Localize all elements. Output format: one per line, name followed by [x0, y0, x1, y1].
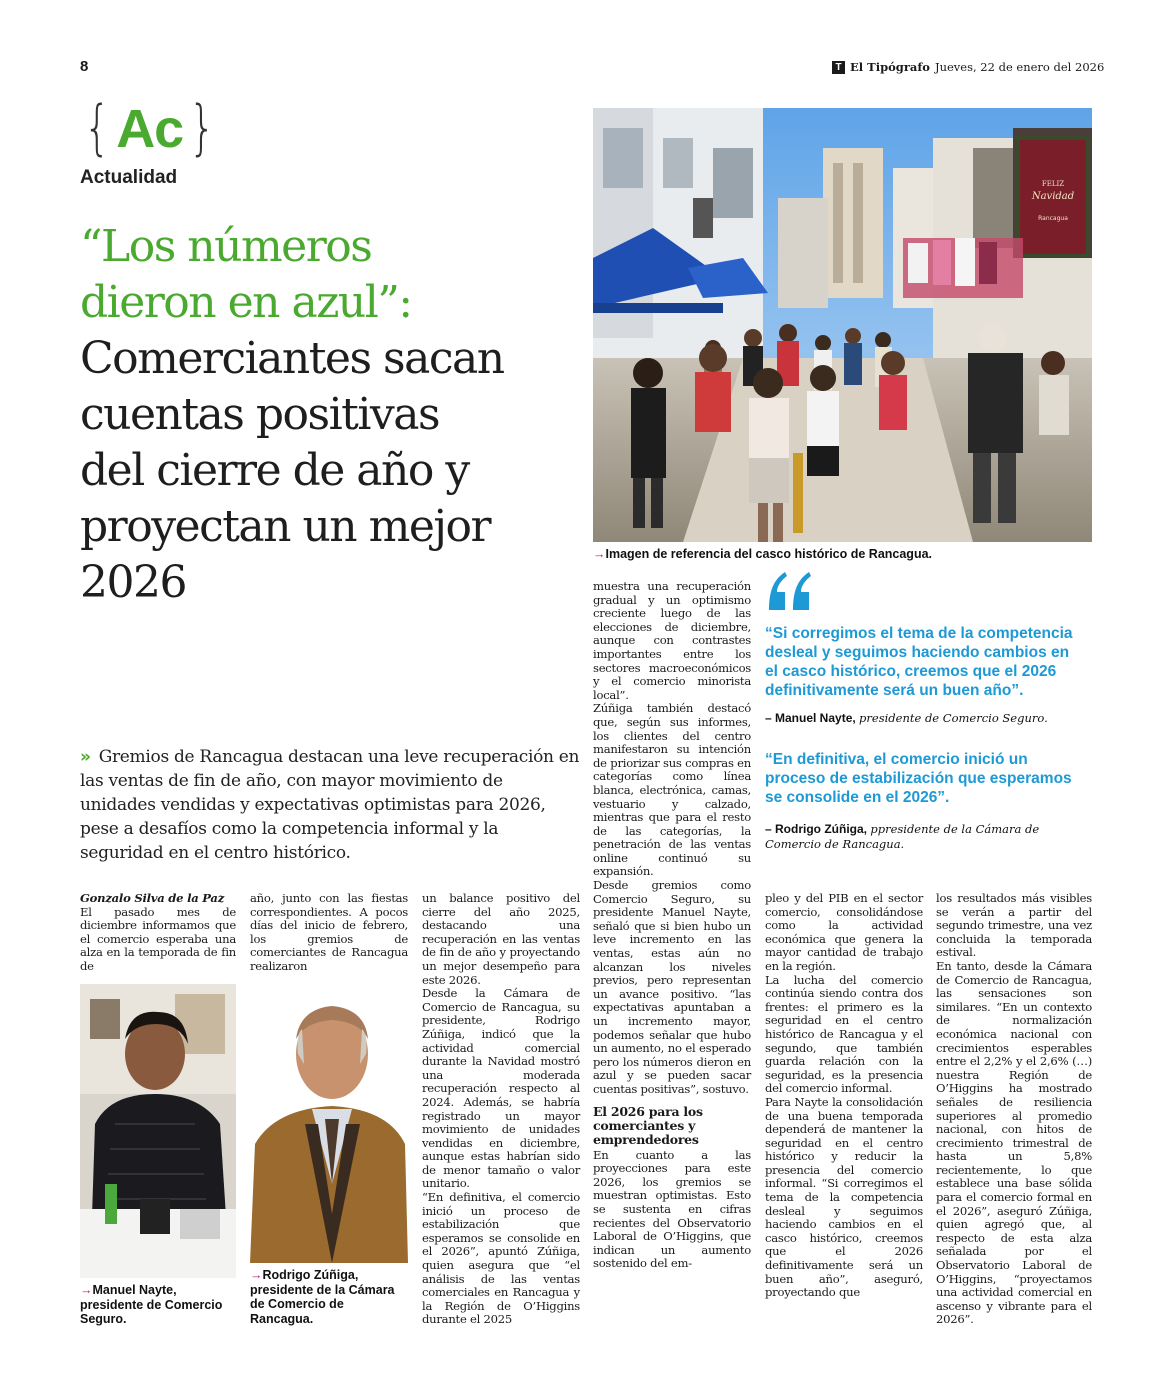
- caption-arrow-icon: →: [80, 1283, 93, 1297]
- main-photo: [593, 108, 1092, 542]
- publication-name: El Tipógrafo: [850, 60, 930, 74]
- portrait-2-caption-text: Rodrigo Zúñiga, presidente de la Cámara de Comercio de Rancagua.: [250, 1268, 395, 1326]
- body-paragraph: muestra una recuperación gradual y un optimismo creciente luego de las elecciones de diciembre, aunque con contrastes importantes entre los sectores macroeconómicos y el comercio minorista local”.: [593, 579, 751, 702]
- lead-paragraph: [80, 745, 580, 865]
- section-code: Ac: [116, 99, 184, 159]
- body-paragraph: un balance positivo del cierre del año 2025, destacando una recuperación en las ventas de fin de año y proyectando un mejor desempeño para este 2026.: [422, 891, 580, 987]
- publication-logo-icon: T: [832, 61, 845, 74]
- body-paragraph: En tanto, desde la Cámara de Comercio de Rancagua, las sensaciones son similares. “En un contexto de normalización económica nacional con crecimientos esperables entre el 2,2% y el 2,6% (…) nuestra Región de O’Higgins ha mostrado señales de resiliencia superiores al promedio nacional, con hitos de crecimiento trimestral de hasta un 5,8% recientemente, lo que establece una base sólida para el comercio formal en el 2026”, aseguró Zúñiga, quien agregó que, al respecto de esta alza señalada por el Observatorio Laboral de O’Higgins, “proyectamos una actividad comercial en ascenso y vibrante para el 2026”.: [936, 958, 1092, 1327]
- body-column-5: [765, 892, 923, 1300]
- pull-quote-2-attribution: [765, 822, 1085, 852]
- street-scene-illustration: [593, 108, 1092, 542]
- masthead: [832, 60, 1104, 74]
- headline: [80, 219, 580, 611]
- headline-quote-line-1: “Los números: [80, 221, 372, 272]
- issue-date: Jueves, 22 de enero del 2026: [934, 60, 1105, 74]
- lead-text: Gremios de Rancagua destacan una leve recuperación en las ventas de fin de año, con mayor movimiento de unidades vendidas y expectativas optimistas para 2026, pese a desafíos como la competencia informal y la seguridad en el centro histórico.: [80, 747, 580, 863]
- portrait-rodrigo-zuniga: [250, 984, 408, 1263]
- body-paragraph: los resultados más visibles se verán a partir del segundo trimestre, una vez concluida la temporada estival.: [936, 891, 1092, 960]
- headline-line: del cierre de año y: [80, 445, 469, 496]
- sign-text-feliz: FELIZ: [1041, 180, 1065, 188]
- pull-quote-1-attribution: [765, 711, 1085, 726]
- pull-quote-2: “En definitiva, el comercio inició un proceso de estabilización que esperamos se consolide en el 2026”.: [765, 751, 1072, 806]
- sign-text-navidad: Navidad: [1031, 191, 1075, 202]
- section-subhead: El 2026 para los comerciantes y emprendedores: [593, 1103, 703, 1147]
- body-paragraph: Desde gremios como Comercio Seguro, su presidente Manuel Nayte, señaló que si bien hubo un leve incremento en las ventas, estas aún no alcanzan los niveles previos, pero representan un avance positivo. “las expectativas apuntaban a un incremento mayor, podemos señalar que hubo un aumento, no el esperado pero los números dieron en azul y se pueden sacar cuentas positivas”, sostuvo.: [593, 878, 751, 1096]
- body-paragraph: Para Nayte la consolidación de una buena temporada dependerá de mantener la seguridad en el centro histórico y reducir la presencia del comercio informal. “Si corregimos el tema de la competencia desleal y seguimos haciendo cambios en el casco histórico, creemos que el 2026 definitivamente será un buen año”, aseguró, proyectando que: [765, 1094, 923, 1300]
- pull-quote-1: “Si corregimos el tema de la competencia desleal y seguimos haciendo cambios en el casco histórico, creemos que el 2026 definitivamente será un buen año”.: [765, 625, 1073, 699]
- headline-line: 2026: [80, 557, 186, 608]
- section-label: Actualidad: [80, 167, 178, 188]
- section-tag: [78, 93, 221, 163]
- pull-quote-1-role: presidente de Comercio Seguro.: [859, 711, 1048, 725]
- caption-arrow-icon: →: [250, 1268, 263, 1282]
- section-brace-open: {: [83, 93, 111, 163]
- body-paragraph: Desde la Cámara de Comercio de Rancagua, su presidente, Rodrigo Zúñiga, indicó que la actividad comercial durante la Navidad mostró una moderada recuperación respecto al 2024. Además, se habría registrado un mayor movimiento de unidades vendidas en diciembre, aunque estas habrían sido de menor tamaño o valor unitario.: [422, 986, 580, 1191]
- headline-line: cuentas positivas: [80, 389, 440, 440]
- pull-quote-2-author: – Rodrigo Zúñiga,: [765, 822, 867, 836]
- body-paragraph: En cuanto a las proyecciones para este 2026, los gremios se muestran optimistas. Esto se sustenta en cifras recientes del Observatorio Laboral de O’Higgins, que indican un aumento sostenido del em-: [593, 1147, 751, 1271]
- pull-quote-2-role: ppresidente de la Cámara de Comercio de Rancagua.: [765, 822, 1040, 851]
- body-column-1: [80, 892, 236, 974]
- byline: Gonzalo Silva de la Paz: [80, 891, 225, 905]
- main-photo-caption-text: Imagen de referencia del casco histórico de Rancagua.: [605, 547, 933, 561]
- portrait-1-caption-text: Manuel Nayte, presidente de Comercio Seguro.: [80, 1283, 223, 1326]
- portrait-1-caption: [80, 1283, 236, 1327]
- body-column-4: [593, 580, 751, 1271]
- body-column-3: [422, 892, 580, 1327]
- main-photo-caption: [593, 547, 1092, 562]
- portrait-manuel-nayte: [80, 984, 236, 1278]
- quote-mark-icon: [765, 570, 813, 616]
- headline-quote-line-2: dieron en azul”:: [80, 277, 412, 328]
- headline-line: Comerciantes sacan: [80, 333, 504, 384]
- body-paragraph: El pasado mes de diciembre informamos que el comercio esperaba una alza en la temporada de fin de: [80, 904, 236, 973]
- page-number: 8: [80, 58, 89, 75]
- caption-arrow-icon: →: [593, 547, 606, 561]
- portrait-2-caption: [250, 1268, 408, 1326]
- body-column-6: [936, 892, 1092, 1327]
- section-brace-close: }: [188, 93, 216, 163]
- body-paragraph: “En definitiva, el comercio inició un proceso de estabilización que esperamos se consolide en el 2026”, apuntó Zúñiga, quien asegura que “el análisis de las ventas comerciales en Rancagua y la Región de O’Higgins durante el 2025: [422, 1190, 580, 1327]
- body-paragraph: pleo y del PIB en el sector comercio, consolidándose como la actividad económica que genera la mayor cantidad de trabajo en la región.: [765, 891, 923, 973]
- body-paragraph: Zúñiga también destacó que, según sus informes, los clientes del centro manifestaron su intención de priorizar sus compras en categorías como línea blanca, electrónica, camas, vestuario y calzado, mientras que para el resto de las categorías, la penetración de las ventas online continuó su expansión.: [593, 701, 751, 879]
- body-column-2: [250, 892, 408, 974]
- lead-marker-icon: »: [80, 747, 91, 767]
- sign-text-brand: Rancagua: [1038, 215, 1068, 222]
- headline-line: proyectan un mejor: [80, 501, 491, 552]
- pull-quote-1-author: – Manuel Nayte,: [765, 711, 856, 725]
- body-paragraph: La lucha del comercio continúa siendo contra dos frentes: el primero es la seguridad en el centro histórico de Rancagua y el segundo, que también guarda relación con la seguridad, es la presencia del comercio informal.: [765, 972, 923, 1096]
- body-paragraph: año, junto con las fiestas correspondientes. A pocos días del inicio de febrero, los gremios de comerciantes de Rancagua realizaron: [250, 891, 408, 973]
